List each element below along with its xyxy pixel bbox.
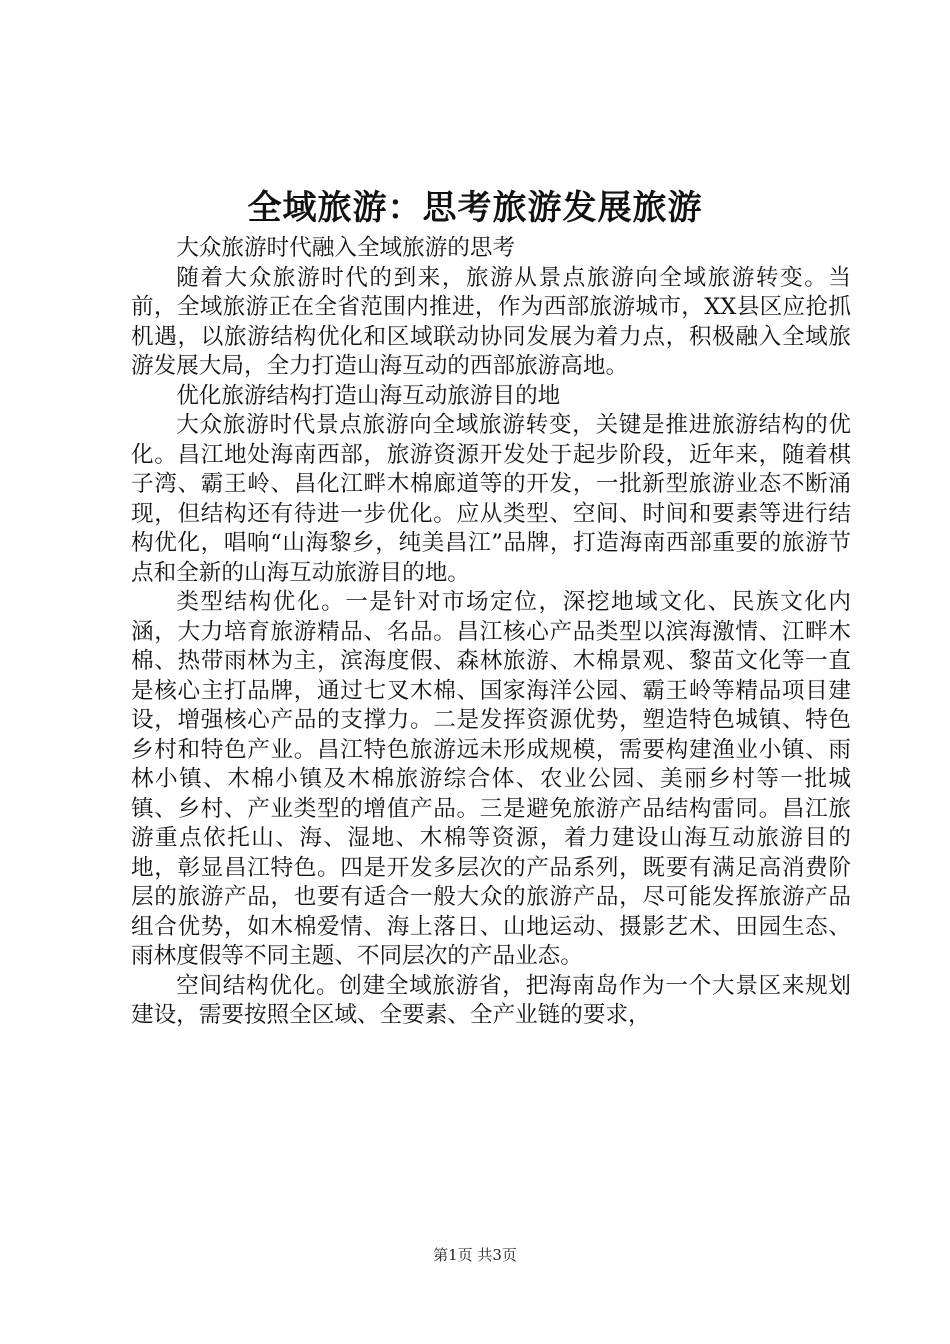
body-paragraph: 随着大众旅游时代的到来，旅游从景点旅游向全域旅游转变。当前，全域旅游正在全省范围内推进，作为西部旅游城市，XX县区应抢抓机遇，以旅游结构优化和区域联动协同发展为着力点，积极融入全域旅游发展大局，全力打造山海互动的西部旅游高地。 [131,264,851,379]
document-body [131,234,851,1031]
subheading-paragraph: 大众旅游时代融入全域旅游的思考 [176,235,516,261]
body-paragraph: 类型结构优化。一是针对市场定位，深挖地域文化、民族文化内涵，大力培育旅游精品、名品。昌江核心产品类型以滨海激情、江畔木棉、热带雨林为主，滨海度假、森林旅游、木棉景观、黎苗文化等一直是核心主打品牌，通过七叉木棉、国家海洋公园、霸王岭等精品项目建设，增强核心产品的支撑力。二是发挥资源优势，塑造特色城镇、特色乡村和特色产业。昌江特色旅游远未形成规模，需要构建渔业小镇、雨林小镇、木棉小镇及木棉旅游综合体、农业公园、美丽乡村等一批城镇、乡村、产业类型的增值产品。三是避免旅游产品结构雷同。昌江旅游重点依托山、海、湿地、木棉等资源，着力建设山海互动旅游目的地，彰显昌江特色。四是开发多层次的产品系列，既要有满足高消费阶层的旅游产品，也要有适合一般大众的旅游产品，尽可能发挥旅游产品组合优势，如木棉爱情、海上落日、山地运动、摄影艺术、田园生态、雨林度假等不同主题、不同层次的产品业态。 [131,589,851,969]
body-paragraph: 大众旅游时代景点旅游向全域旅游转变，关键是推进旅游结构的优化。昌江地处海南西部，旅游资源开发处于起步阶段，近年来，随着棋子湾、霸王岭、昌化江畔木棉廊道等的开发，一批新型旅游业态不断涌现，但结构还有待进一步优化。应从类型、空间、时间和要素等进行结构优化，唱响“山海黎乡，纯美昌江”品牌，打造海南西部重要的旅游节点和全新的山海互动旅游目的地。 [131,412,851,586]
page-number-footer: 第1页 共3页 [433,1246,517,1264]
document-title: 全域旅游：思考旅游发展旅游 [247,188,703,228]
subheading-paragraph: 优化旅游结构打造山海互动旅游目的地 [176,382,561,409]
body-paragraph: 空间结构优化。创建全域旅游省，把海南岛作为一个大景区来规划建设，需要按照全区域、全要素、全产业链的要求， [131,972,851,1028]
